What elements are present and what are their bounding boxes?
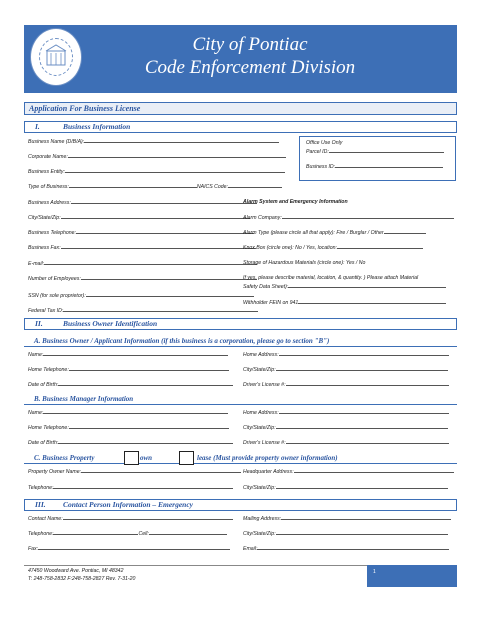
contact-cell-field[interactable] [149,530,227,535]
subsection-a-header [24,336,457,347]
ssn-label: SSN (for sole proprietor): [28,293,86,299]
business-telephone-label: Business Telephone: [28,230,76,236]
contact-tel-field[interactable] [53,530,138,535]
header-title-line2: Code Enforcement Division [144,57,356,78]
type-of-business-label: Type of Business: [28,184,69,190]
header-title-line1: City of Pontiac [192,34,308,55]
section-number: III. [35,500,46,509]
parcel-field[interactable] [329,148,444,153]
section-number: II. [35,319,43,328]
manager-name-label: Name: [28,410,44,416]
contact-fax-label: Fax: [28,546,39,552]
email-label: E-mail: [28,261,45,267]
manager-dob-field[interactable] [58,439,233,444]
lease-checkbox[interactable] [179,451,194,465]
manager-dl-label: Driver's License #: [243,440,286,446]
business-fax-label: Business Fax: [28,245,61,251]
ssn-field[interactable] [86,292,254,297]
employees-field[interactable] [81,275,257,280]
owner-city-field[interactable] [276,366,448,371]
city-state-zip-field[interactable] [61,214,250,219]
contact-cell-label: Cell: [138,531,149,537]
hq-address-field[interactable] [294,468,454,473]
withholder-field[interactable] [298,299,446,304]
describe-field[interactable] [288,283,446,288]
owner-name-field[interactable] [43,351,228,356]
alarm-company-label: Alarm Company: [243,215,282,221]
contact-city-field[interactable] [276,530,448,535]
subsection-title: A. Business Owner / Applicant Information (if this business is a corporation, please go to section "B") [34,337,330,345]
footer-address: 47450 Woodward Ave. Pontiac, MI 48342 [28,568,124,574]
hazardous-label: Storage of Hazardous Materials (circle one): Yes / No [243,260,366,266]
business-id-field[interactable] [335,163,443,168]
contact-tel-label: Telephone: [28,531,54,537]
contact-mailing-label: Mailing Address: [243,516,282,522]
owner-home-tel-field[interactable] [69,366,229,371]
hq-address-label: Headquarter Address: [243,469,294,475]
owner-home-addr-label: Home Address: [243,352,279,358]
business-telephone-field[interactable] [76,229,254,234]
corporate-name-field[interactable] [68,153,286,158]
section-2-header [24,318,457,330]
withholder-label: Withholder FEIN on 941 [243,300,299,306]
business-fax-field[interactable] [61,244,256,249]
knox-box-field[interactable] [337,244,423,249]
owner-dl-field[interactable] [286,381,449,386]
alarm-type-label: Alarm Type (please circle all that apply): Fire / Burglar / Other [243,230,384,236]
parcel-label: Parcel ID: [306,149,329,155]
owner-city-label: City/State/Zip: [243,367,276,373]
contact-city-label: City/State/Zip: [243,531,276,537]
naics-label: NAICS Code: [196,184,228,190]
section-3-header [24,499,457,511]
property-owner-label: Property Owner Name: [28,469,82,475]
contact-email-field[interactable] [257,545,449,550]
business-name-field[interactable] [84,138,279,143]
section-title: Business Owner Identification [63,319,158,328]
alarm-title: Alarm System and Emergency Information [243,199,348,205]
section-1-header [24,121,457,133]
contact-fax-field[interactable] [38,545,230,550]
subsection-b-header [24,394,457,405]
business-entity-field[interactable] [65,168,285,173]
subsection-title: B. Business Manager Information [34,395,134,403]
manager-home-tel-field[interactable] [69,424,229,429]
section-number: I. [35,122,40,131]
contact-mailing-field[interactable] [281,515,451,520]
owner-name-label: Name: [28,352,44,358]
employees-label: Number of Employees: [28,276,81,282]
owner-dl-label: Driver's License #: [243,382,286,388]
city-state-zip-label: City/State/Zip: [28,215,61,221]
property-city-field[interactable] [276,484,448,489]
property-owner-field[interactable] [81,468,241,473]
manager-home-addr-label: Home Address: [243,410,279,416]
application-title: Application For Business License [24,102,457,115]
city-seal-logo [30,28,82,86]
manager-city-label: City/State/Zip: [243,425,276,431]
manager-home-addr-field[interactable] [279,409,449,414]
business-address-label: Business Address: [28,200,71,206]
describe-label-2: Safety Data Sheet): [243,284,289,290]
page-number-box [367,565,457,587]
office-title: Office Use Only [306,140,343,146]
knox-box-label: Knox Box (circle one): No / Yes, location: [243,245,337,251]
property-tel-label: Telephone: [28,485,54,491]
business-entity-label: Business Entity: [28,169,65,175]
naics-field[interactable] [228,183,282,188]
manager-dl-field[interactable] [286,439,449,444]
manager-name-field[interactable] [43,409,228,414]
business-address-field[interactable] [71,199,257,204]
owner-dob-label: Date of Birth: [28,382,59,388]
manager-dob-label: Date of Birth: [28,440,59,446]
lease-label: lease (Must provide property owner information) [197,454,338,462]
property-city-label: City/State/Zip: [243,485,276,491]
contact-name-label: Contact Name: [28,516,63,522]
owner-home-addr-field[interactable] [279,351,449,356]
tax-id-label: Federal Tax ID: [28,308,64,314]
alarm-type-field[interactable] [384,229,426,234]
business-name-label: Business Name (D/B/A): [28,139,85,145]
describe-label-1: If yes, please describe material, location, & quantity. ) Please attach Material [243,275,419,281]
footer-contact: T: 248-758-2832 F:248-758-2827 Rev. 7-31-20 [28,576,136,582]
own-label: own [140,454,153,462]
office-use-box [299,136,456,181]
email-field[interactable] [44,260,257,265]
corporate-name-label: Corporate Name: [28,154,68,160]
subsection-c-header [24,453,457,464]
type-of-business-field[interactable] [69,183,197,188]
owner-dob-field[interactable] [58,381,233,386]
own-checkbox[interactable] [124,451,139,465]
property-tel-field[interactable] [53,484,233,489]
alarm-company-field[interactable] [282,214,454,219]
page-number: 1 [373,569,376,575]
contact-email-label: Email: [243,546,258,552]
business-id-label: Business ID: [306,164,336,170]
section-title: Business Information [63,122,131,131]
contact-name-field[interactable] [63,515,233,520]
manager-city-field[interactable] [276,424,448,429]
section-title: Contact Person Information – Emergency [63,500,194,509]
tax-id-field[interactable] [63,307,258,312]
manager-home-tel-label: Home Telephone: [28,425,69,431]
owner-home-tel-label: Home Telephone: [28,367,69,373]
subsection-title: C. Business Property [34,454,95,462]
